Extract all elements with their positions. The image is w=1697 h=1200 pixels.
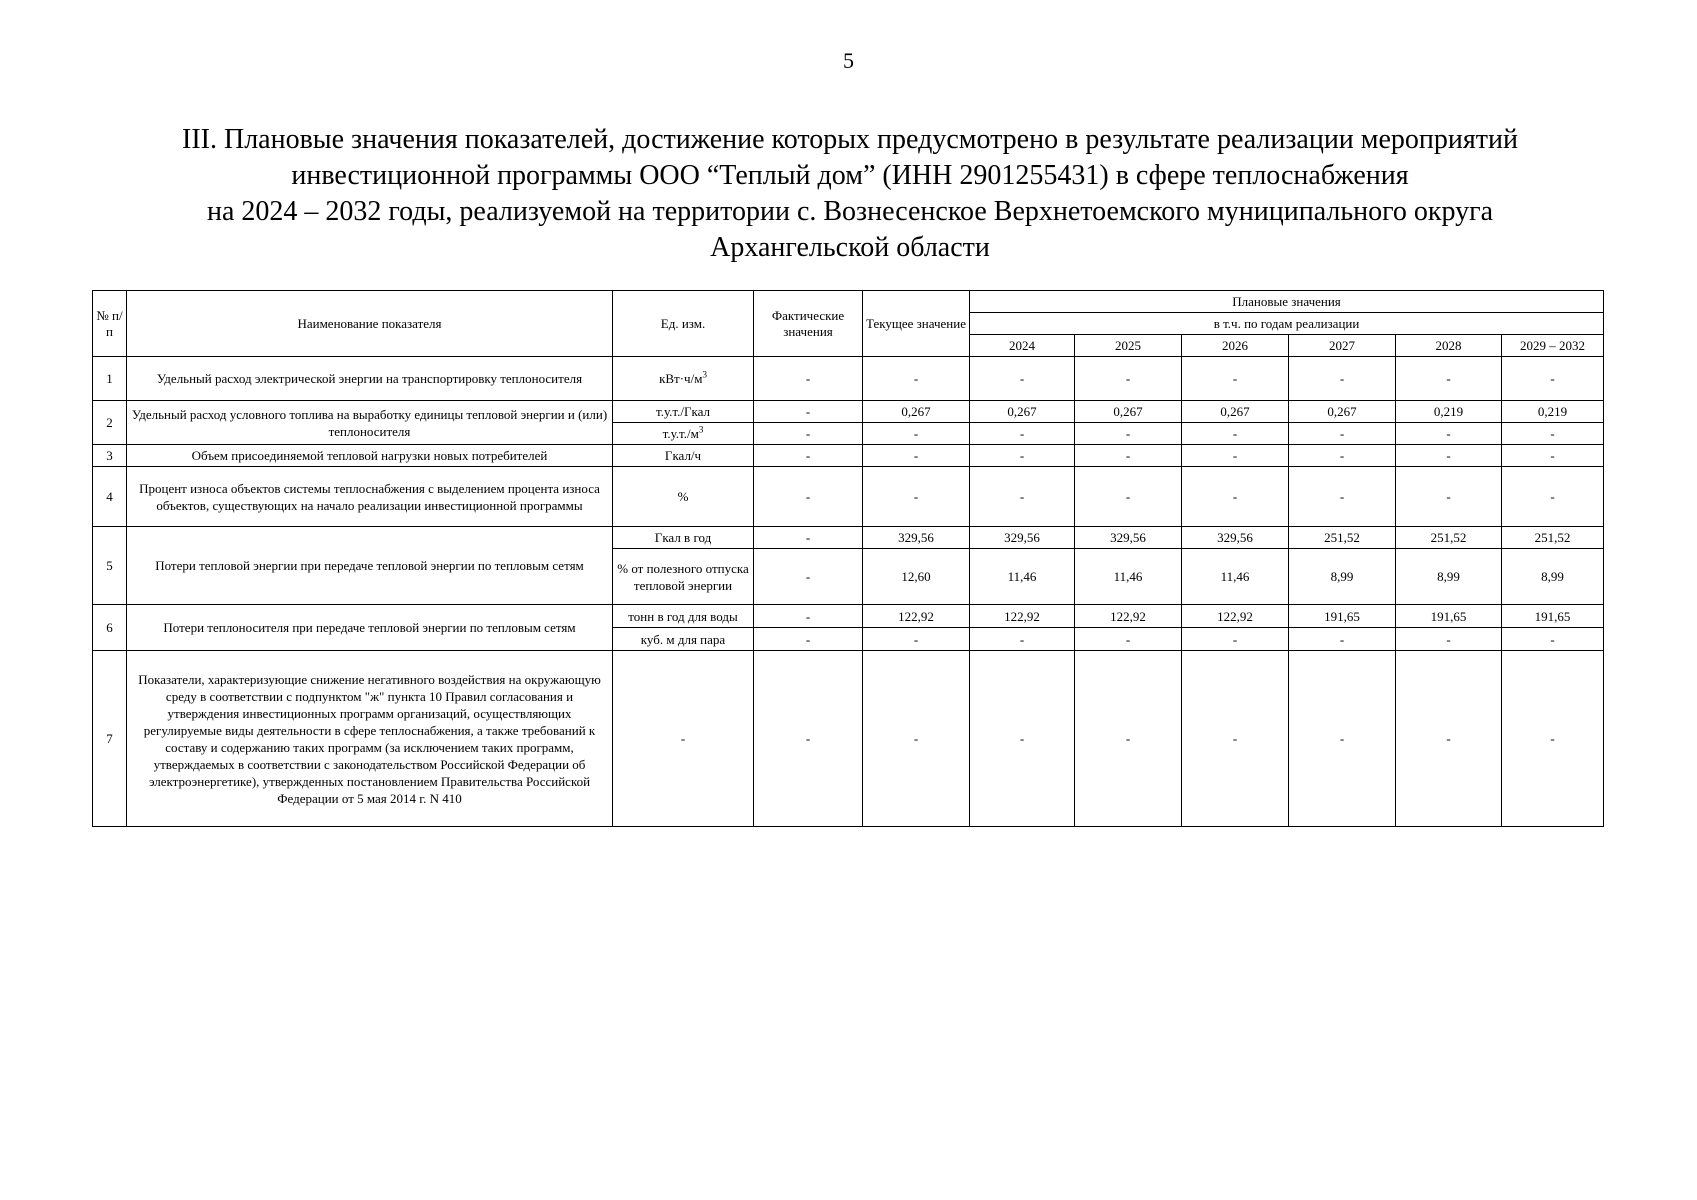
row-number: 3: [93, 445, 127, 467]
unit-superscript: 3: [702, 369, 707, 380]
row-number: 1: [93, 357, 127, 401]
actual-value: -: [754, 423, 863, 445]
planned-value: 0,219: [1502, 401, 1604, 423]
table-body: [93, 357, 1604, 827]
planned-value: 8,99: [1396, 549, 1502, 605]
unit-text: т.у.т./м: [662, 426, 699, 441]
header-year: 2024: [970, 335, 1075, 357]
planned-value: 191,65: [1502, 605, 1604, 628]
indicator-name: Удельный расход электрической энергии на транспортировку теплоносителя: [127, 357, 613, 401]
planned-value: 0,219: [1396, 401, 1502, 423]
actual-value: -: [754, 467, 863, 527]
current-value: -: [863, 357, 970, 401]
planned-value: 251,52: [1502, 527, 1604, 549]
planned-value: -: [970, 423, 1075, 445]
header-actual: Фактические значения: [754, 291, 863, 357]
unit-text: тонн в год для воды: [628, 608, 738, 624]
planned-value: -: [1182, 628, 1289, 651]
current-value: -: [863, 467, 970, 527]
planned-value: 191,65: [1289, 605, 1396, 628]
planned-value: -: [1075, 467, 1182, 527]
planned-value: 8,99: [1502, 549, 1604, 605]
planned-value: -: [970, 357, 1075, 401]
row-number: 2: [93, 401, 127, 445]
unit-text: Гкал в год: [654, 530, 712, 545]
current-value: -: [863, 423, 970, 445]
planned-value: 122,92: [1182, 605, 1289, 628]
planned-value: -: [1182, 467, 1289, 527]
planned-value: -: [1289, 423, 1396, 445]
planned-value: 11,46: [1075, 549, 1182, 605]
current-value: 0,267: [863, 401, 970, 423]
unit-cell: [613, 527, 754, 549]
planned-value: 251,52: [1289, 527, 1396, 549]
current-value: -: [863, 628, 970, 651]
title-line-1: III. Плановые значения показателей, достижение которых предусмотрено в результате реализации мероприятий: [182, 124, 1518, 155]
indicator-name: Объем присоединяемой тепловой нагрузки новых потребителей: [127, 445, 613, 467]
planned-value: -: [1396, 628, 1502, 651]
planned-value: -: [1502, 423, 1604, 445]
unit-text: %: [677, 489, 689, 504]
unit-cell: [613, 628, 754, 651]
planned-value: -: [970, 445, 1075, 467]
table-row: [93, 357, 1604, 401]
unit-cell: [613, 423, 754, 445]
planned-value: 0,267: [1182, 401, 1289, 423]
planned-value: -: [1182, 651, 1289, 827]
unit-text: Гкал/ч: [664, 448, 702, 463]
planned-value: -: [1289, 628, 1396, 651]
planned-value: 0,267: [1075, 401, 1182, 423]
actual-value: -: [754, 628, 863, 651]
unit-text: куб. м для пара: [640, 631, 726, 647]
planned-value: 8,99: [1289, 549, 1396, 605]
header-name: Наименование показателя: [127, 291, 613, 357]
table-row: [93, 401, 1604, 423]
title-line-2: инвестиционной программы ООО “Теплый дом” (ИНН 2901255431) в сфере теплоснабжения: [291, 160, 1409, 191]
planned-value: -: [1396, 467, 1502, 527]
indicators-table: [92, 290, 1604, 827]
header-year: 2025: [1075, 335, 1182, 357]
header-current: Текущее значение: [863, 291, 970, 357]
planned-value: -: [1075, 445, 1182, 467]
planned-value: -: [970, 651, 1075, 827]
unit-cell: [613, 605, 754, 628]
header-year: 2028: [1396, 335, 1502, 357]
current-value: 122,92: [863, 605, 970, 628]
planned-value: -: [1075, 357, 1182, 401]
header-planned: Плановые значения: [970, 291, 1604, 313]
planned-value: -: [1289, 357, 1396, 401]
planned-value: -: [1502, 445, 1604, 467]
unit-text: т.у.т./Гкал: [656, 404, 710, 419]
document-title: [90, 122, 1610, 266]
planned-value: -: [1502, 357, 1604, 401]
planned-value: 251,52: [1396, 527, 1502, 549]
header-num: № п/п: [93, 291, 127, 357]
table-row: [93, 527, 1604, 549]
unit-cell: [613, 467, 754, 527]
planned-value: -: [1075, 423, 1182, 445]
unit-cell: [613, 401, 754, 423]
current-value: -: [863, 445, 970, 467]
planned-value: 329,56: [1182, 527, 1289, 549]
planned-value: -: [1075, 628, 1182, 651]
header-year: 2026: [1182, 335, 1289, 357]
actual-value: -: [754, 445, 863, 467]
row-number: 7: [93, 651, 127, 827]
title-line-4: Архангельской области: [710, 232, 990, 263]
planned-value: -: [1182, 445, 1289, 467]
planned-value: -: [1075, 651, 1182, 827]
header-by-years: в т.ч. по годам реализации: [970, 313, 1604, 335]
indicator-name: Показатели, характеризующие снижение негативного воздействия на окружающую среду в соответствии с подпунктом "ж" пункта 10 Правил согласования и утверждения инвестиционных программ организаций, осуществляющих регулируемые виды деятельности в сфере теплоснабжения, а также требований к составу и содержанию таких программ (за исключением таких программ, утверждаемых в соответствии с законодательством Российской Федерации об электроэнергетике), утвержденных постановлением Правительства Российской Федерации от 5 мая 2014 г. N 410: [127, 651, 613, 827]
current-value: 12,60: [863, 549, 970, 605]
planned-value: 122,92: [1075, 605, 1182, 628]
planned-value: -: [970, 467, 1075, 527]
planned-value: -: [1182, 357, 1289, 401]
unit-cell: [613, 549, 754, 605]
unit-text: % от полезного отпуска тепловой энергии: [617, 560, 749, 593]
planned-value: -: [1289, 651, 1396, 827]
planned-value: -: [1289, 445, 1396, 467]
indicator-name: Удельный расход условного топлива на выработку единицы тепловой энергии и (или) теплоносителя: [127, 401, 613, 445]
title-line-3: на 2024 – 2032 годы, реализуемой на территории с. Вознесенское Верхнетоемского муниципального округа: [206, 196, 1494, 227]
table-row: [93, 651, 1604, 827]
planned-value: 0,267: [1289, 401, 1396, 423]
planned-value: 329,56: [970, 527, 1075, 549]
planned-value: 0,267: [970, 401, 1075, 423]
header-unit: Ед. изм.: [613, 291, 754, 357]
actual-value: -: [754, 527, 863, 549]
current-value: -: [863, 651, 970, 827]
row-number: 5: [93, 527, 127, 605]
row-number: 4: [93, 467, 127, 527]
planned-value: -: [1502, 467, 1604, 527]
table-row: [93, 605, 1604, 628]
actual-value: -: [754, 549, 863, 605]
planned-value: -: [1396, 651, 1502, 827]
planned-value: -: [1396, 445, 1502, 467]
header-year: 2027: [1289, 335, 1396, 357]
unit-text: -: [680, 731, 686, 746]
indicator-name: Потери тепловой энергии при передаче тепловой энергии по тепловым сетям: [127, 527, 613, 605]
unit-cell: [613, 651, 754, 827]
table-row: [93, 445, 1604, 467]
unit-superscript: 3: [698, 424, 704, 435]
planned-value: 329,56: [1075, 527, 1182, 549]
planned-value: -: [1396, 423, 1502, 445]
planned-value: -: [1502, 651, 1604, 827]
planned-value: -: [1289, 467, 1396, 527]
planned-value: -: [1502, 628, 1604, 651]
unit-text: кВт·ч/м: [659, 371, 703, 386]
actual-value: -: [754, 357, 863, 401]
planned-value: 191,65: [1396, 605, 1502, 628]
actual-value: -: [754, 401, 863, 423]
indicator-name: Процент износа объектов системы теплоснабжения с выделением процента износа объектов, существующих на начало реализации инвестиционной программы: [127, 467, 613, 527]
actual-value: -: [754, 605, 863, 628]
planned-value: 122,92: [970, 605, 1075, 628]
current-value: 329,56: [863, 527, 970, 549]
planned-value: -: [970, 628, 1075, 651]
planned-value: 11,46: [1182, 549, 1289, 605]
planned-value: 11,46: [970, 549, 1075, 605]
actual-value: -: [754, 651, 863, 827]
indicator-name: Потери теплоносителя при передаче тепловой энергии по тепловым сетям: [127, 605, 613, 651]
unit-cell: [613, 445, 754, 467]
header-year: 2029 – 2032: [1502, 335, 1604, 357]
planned-value: -: [1396, 357, 1502, 401]
page-number: 5: [843, 48, 854, 73]
row-number: 6: [93, 605, 127, 651]
table-row: [93, 467, 1604, 527]
unit-cell: [613, 357, 754, 401]
planned-value: -: [1182, 423, 1289, 445]
